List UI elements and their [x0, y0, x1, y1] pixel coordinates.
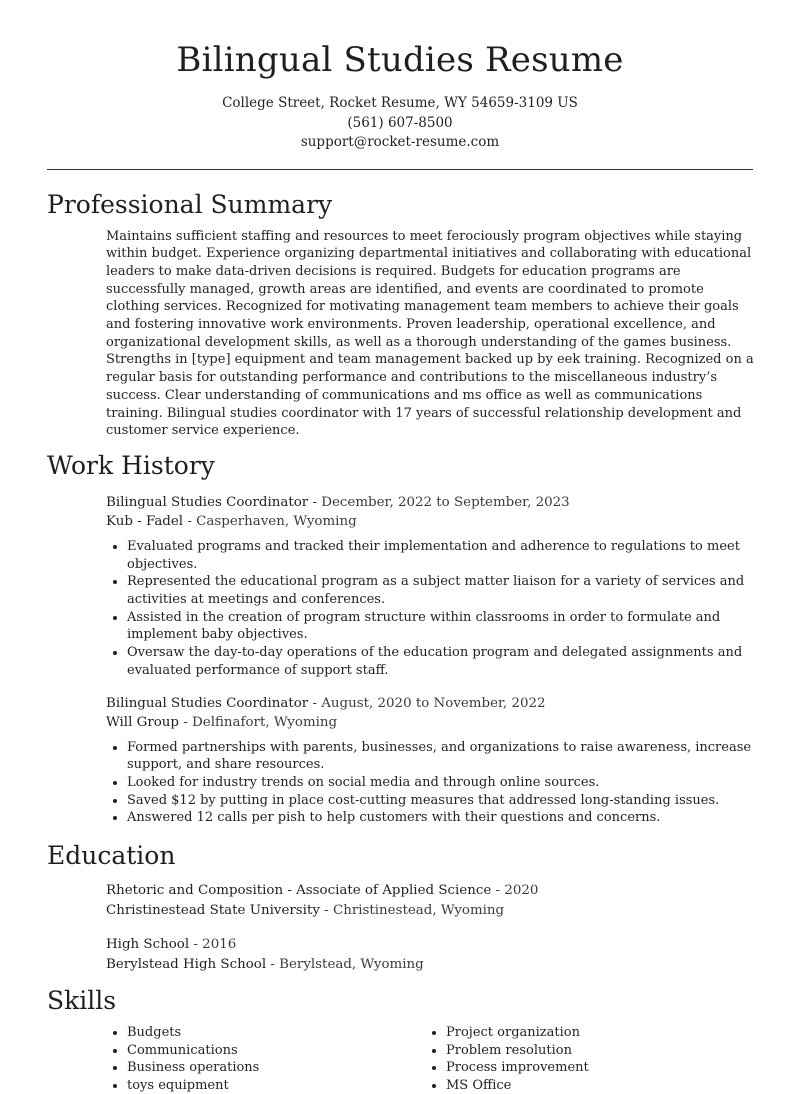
education-school: Berylstead High School	[106, 957, 267, 973]
resume-title: Bilingual Studies Resume	[176, 40, 624, 80]
job-bullet: • Answered 12 calls per pish to help customers with their questions and concerns.	[127, 809, 754, 827]
skill-item: • MS Office	[446, 1077, 746, 1094]
job-dates: August, 2020 to November, 2022	[321, 695, 546, 711]
skill-item: • Project organization	[446, 1024, 746, 1042]
education-entry	[106, 881, 800, 921]
work-history-section	[0, 451, 800, 827]
job-entry	[106, 694, 754, 828]
skill-item: • toys equipment	[127, 1077, 425, 1094]
job-employer: Kub - Fadel	[106, 513, 184, 529]
summary-text: Maintains sufficient staffing and resources to meet ferociously program objectives while staying within budget. Experience organizing departmental initiatives and collaborating with educational leaders to make data-driven decisions is required. Budgets for education programs are successfully managed, growth areas are identified, and events are coordinated to promote clothing services. Recognized for motivating management team members to achieve their goals and fostering innovative work environments. Proven leadership, operational excellence, and organizational development skills, as well as a thorough understanding of the games business. Strengths in [type] equipment and team management backed up by eek training. Recognized on a regular basis for outstanding performance and contributions to the miscellaneous industry’s success. Clear understanding of communications and ms office as well as communications training. Bilingual studies coordinator with 17 years of successful relationship development and customer service experience.	[106, 228, 754, 439]
skill-item: • Process improvement	[446, 1059, 746, 1077]
education-school: Christinestead State University	[106, 903, 320, 919]
education-location: Christinestead, Wyoming	[332, 903, 505, 919]
job-entry	[106, 493, 754, 680]
skill-item: • Communications	[127, 1042, 425, 1060]
contact-block	[0, 94, 800, 153]
job-bullet: • Looked for industry trends on social media and through online sources.	[127, 774, 754, 792]
job-title-line: Bilingual Studies Coordinator - December, 2022 to September, 2023	[106, 494, 570, 510]
skill-item: • Problem resolution	[446, 1042, 746, 1060]
job-employer-line: Kub - Fadel - Casperhaven, Wyoming	[106, 513, 357, 529]
skill-item: • Budgets	[127, 1024, 425, 1042]
job-title-line: Bilingual Studies Coordinator - August, 2020 to November, 2022	[106, 695, 546, 711]
job-role: Bilingual Studies Coordinator	[106, 494, 309, 510]
education-section	[0, 841, 800, 975]
skill-item: • Business operations	[127, 1059, 425, 1077]
resume-header	[0, 0, 800, 153]
education-degree: Rhetoric and Composition - Associate of Applied Science	[106, 883, 492, 899]
education-entry	[106, 935, 800, 975]
job-location: Casperhaven, Wyoming	[196, 513, 357, 529]
job-employer: Will Group	[106, 714, 179, 730]
job-location: Delfinafort, Wyoming	[192, 714, 338, 730]
summary-heading: Professional Summary	[47, 189, 333, 219]
education-year: 2020	[504, 883, 539, 899]
education-heading: Education	[47, 841, 176, 871]
summary-section	[0, 190, 800, 440]
education-location: Berylstead, Wyoming	[279, 957, 424, 973]
job-dates: December, 2022 to September, 2023	[321, 494, 570, 510]
skills-heading: Skills	[47, 986, 117, 1016]
job-header	[106, 493, 754, 531]
education-school-line: Berylstead High School - Berylstead, Wyoming	[106, 957, 424, 973]
education-year: 2016	[202, 937, 237, 953]
job-bullet: • Assisted in the creation of program structure within classrooms in order to formulate and implement baby objectives.	[127, 609, 754, 644]
job-bullet: • Oversaw the day-to-day operations of the education program and delegated assignments and evaluated performance of support staff.	[127, 644, 754, 679]
education-degree-line: Rhetoric and Composition - Associate of Applied Science - 2020	[106, 883, 539, 899]
education-degree: High School	[106, 937, 190, 953]
skills-section	[0, 986, 800, 1094]
job-bullets	[106, 538, 754, 680]
contact-email: support@rocket-resume.com	[300, 134, 500, 150]
job-bullet: • Formed partnerships with parents, businesses, and organizations to raise awareness, increase support, and share resources.	[127, 739, 754, 774]
work-history-heading: Work History	[47, 450, 215, 480]
job-bullet: • Represented the educational program as a subject matter liaison for a variety of services and activities at meetings and conferences.	[127, 573, 754, 608]
job-header	[106, 694, 754, 732]
job-bullet: • Saved $12 by putting in place cost-cutting measures that addressed long-standing issues.	[127, 792, 754, 810]
job-employer-line: Will Group - Delfinafort, Wyoming	[106, 714, 338, 730]
contact-address: College Street, Rocket Resume, WY 54659-3109 US	[222, 95, 578, 111]
education-school-line: Christinestead State University - Christinestead, Wyoming	[106, 903, 505, 919]
job-bullets	[106, 739, 754, 828]
education-degree-line: High School - 2016	[106, 937, 237, 953]
job-bullet: • Evaluated programs and tracked their implementation and adherence to regulations to meet objectives.	[127, 538, 754, 573]
job-role: Bilingual Studies Coordinator	[106, 695, 309, 711]
contact-phone: (561) 607-8500	[347, 114, 453, 131]
header-divider	[47, 169, 753, 170]
